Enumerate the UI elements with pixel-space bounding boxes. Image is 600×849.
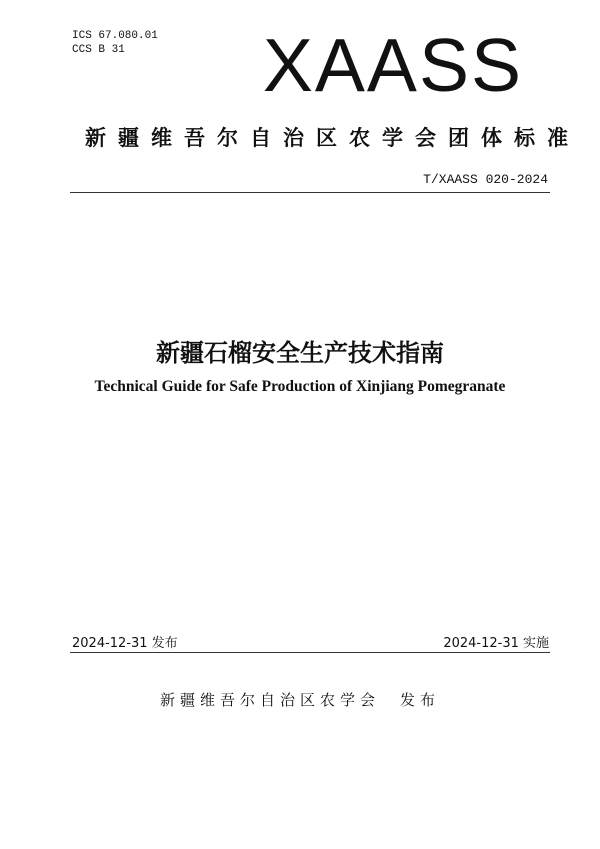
document-title-en: Technical Guide for Safe Production of Xinjiang Pomegranate [94, 378, 506, 395]
logo-text: XAASS [262, 23, 523, 107]
footer-divider [70, 652, 550, 653]
organization-standard: 新疆维吾尔自治区农学会团体标准 [85, 126, 580, 150]
header-divider [70, 192, 550, 193]
ics-code: ICS 67.080.01 [72, 30, 158, 42]
standard-code: T/XAASS 020-2024 [423, 172, 548, 187]
implementation-date: 2024-12-31 实施 [443, 636, 549, 651]
issue-date: 2024-12-31 发布 [72, 636, 178, 651]
publisher: 新疆维吾尔自治区农学会 发布 [159, 691, 440, 709]
ccs-code: CCS B 31 [72, 44, 125, 56]
document-title-zh: 新疆石榴安全生产技术指南 [156, 339, 444, 367]
classification-codes [72, 29, 158, 57]
